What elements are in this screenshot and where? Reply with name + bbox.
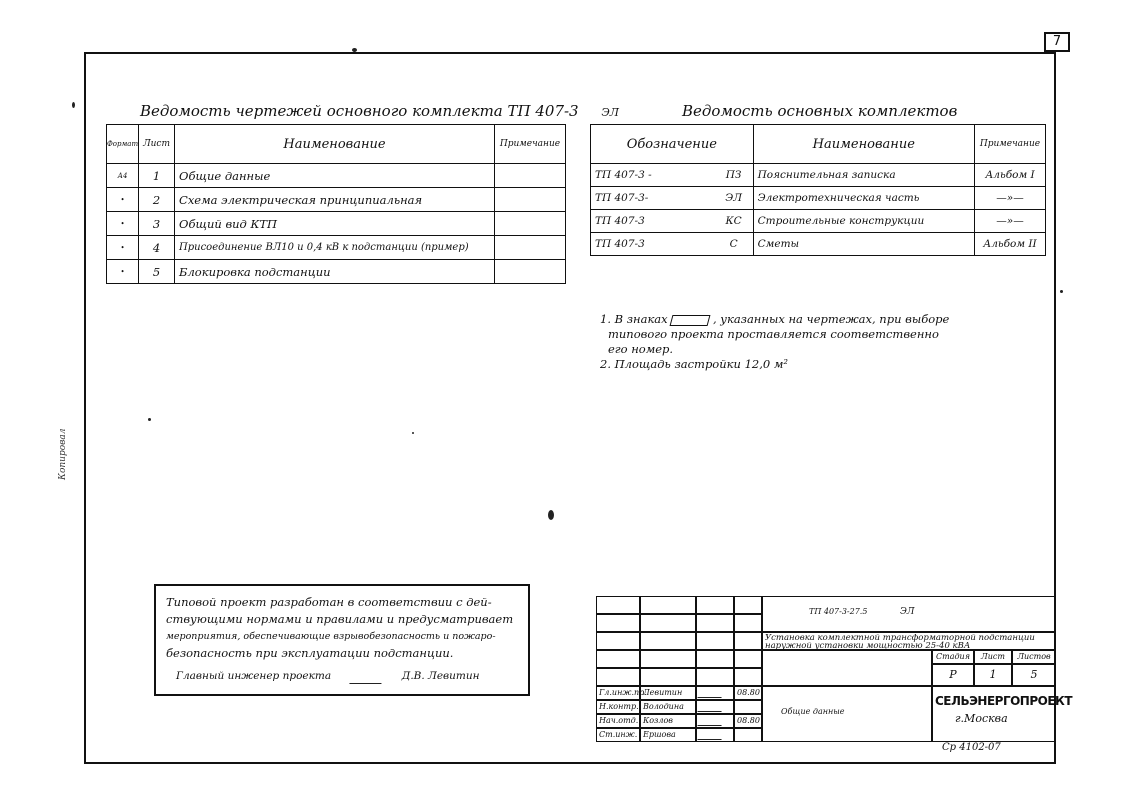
- row-format: •: [107, 188, 139, 212]
- organization-name: СЕЛЬЭНЕРГОПРОЕКТ: [935, 694, 1073, 708]
- col-header-name: Наименование: [753, 125, 974, 164]
- note-1-b: , указанных на чертежах, при выборе: [712, 312, 950, 326]
- edge-stamp-text: Копировал: [58, 428, 68, 480]
- title-block: [596, 596, 1073, 764]
- document-code-suffix: ЭЛ: [899, 607, 915, 617]
- row-name: Присоединение ВЛ10 и 0,4 кВ к подстанции (пример): [175, 236, 495, 260]
- signature-mark: [697, 731, 724, 740]
- person-date: 08.80: [734, 686, 762, 700]
- row-name: Сметы: [753, 233, 974, 256]
- row-name: Пояснительная записка: [753, 164, 974, 187]
- table-row: [107, 164, 566, 188]
- drawings-table: [106, 124, 566, 284]
- row-note: —»—: [975, 187, 1046, 210]
- person-date-empty: [734, 728, 762, 742]
- row-format: •: [107, 236, 139, 260]
- scan-speck: [72, 102, 75, 108]
- note-1-d: его номер.: [608, 342, 674, 356]
- row-code: ТП 407-3-: [591, 187, 715, 210]
- grid-cell: [734, 596, 762, 614]
- grid-cell: [734, 668, 762, 686]
- notes: [600, 312, 1000, 372]
- col-header-name: Наименование: [175, 125, 495, 164]
- row-code: ТП 407-3: [591, 210, 715, 233]
- grid-cell: [696, 614, 734, 632]
- signature-mark: [350, 669, 387, 684]
- row-suffix: КС: [715, 210, 754, 233]
- row-name: Электротехническая часть: [753, 187, 974, 210]
- person-role: Н.контр.: [596, 700, 640, 714]
- table-row: [107, 260, 566, 284]
- sheets-label: Листов: [1012, 650, 1056, 664]
- statement-box: [154, 584, 530, 696]
- note-1: [600, 312, 1000, 327]
- statement-line-1: Типовой проект разработан в соответствии с дей-: [166, 595, 492, 609]
- col-header-sheet: Лист: [139, 125, 175, 164]
- document-code-text: ТП 407-3-27.5: [809, 607, 868, 616]
- person-signature: [696, 714, 734, 728]
- scan-speck: [548, 510, 554, 520]
- person-signature: [696, 728, 734, 742]
- grid-cell: [640, 596, 696, 614]
- row-format: •: [107, 260, 139, 284]
- stamp-blank: [762, 650, 932, 686]
- table-row: [107, 188, 566, 212]
- col-header-note: Примечание: [495, 125, 566, 164]
- person-role: Нач.отд.: [596, 714, 640, 728]
- person-signature: [696, 700, 734, 714]
- scan-speck: [1060, 290, 1063, 293]
- inventory-number: Ср 4102-07: [942, 742, 1001, 753]
- document-code: [762, 596, 1056, 632]
- number-box-symbol: [670, 315, 711, 326]
- signature-mark: [697, 689, 724, 698]
- row-sheet: 2: [139, 188, 175, 212]
- chief-engineer-role: Главный инженер проекта: [176, 670, 332, 682]
- drawing-name: Общие данные: [762, 686, 932, 742]
- grid-cell: [696, 632, 734, 650]
- grid-cell: [596, 596, 640, 614]
- row-sheet: 3: [139, 212, 175, 236]
- note-1-c: типового проекта проставляется соответственно: [608, 327, 939, 341]
- row-format: •: [107, 212, 139, 236]
- grid-cell: [596, 650, 640, 668]
- row-note: [495, 188, 566, 212]
- signature-mark: [697, 717, 724, 726]
- row-name: Строительные конструкции: [753, 210, 974, 233]
- stage-value: Р: [932, 664, 974, 686]
- person-date-empty: [734, 700, 762, 714]
- sets-table: [590, 124, 1046, 256]
- organization-city: г.Москва: [955, 712, 1008, 725]
- grid-cell: [696, 596, 734, 614]
- sheet-value: 1: [974, 664, 1012, 686]
- left-title-text: Ведомость чертежей основного комплекта ТП 407-3: [140, 102, 579, 120]
- right-title: Ведомость основных комплектов: [682, 102, 958, 120]
- statement-line-2: ствующими нормами и правилами и предусматривает: [166, 612, 514, 626]
- person-role: Гл.инж.пр.: [596, 686, 640, 700]
- organization-cell: [932, 686, 1073, 742]
- table-row: [591, 233, 1046, 256]
- note-1-a: 1. В знаках: [600, 312, 668, 326]
- grid-cell: [734, 614, 762, 632]
- row-name: Общие данные: [175, 164, 495, 188]
- row-sheet: 1: [139, 164, 175, 188]
- row-name: Общий вид КТП: [175, 212, 495, 236]
- table-row: [591, 210, 1046, 233]
- col-header-designation: Обозначение: [591, 125, 754, 164]
- table-row: [107, 236, 566, 260]
- grid-cell: [596, 668, 640, 686]
- table-row: [107, 212, 566, 236]
- person-name: Володина: [640, 700, 696, 714]
- chief-engineer-name: Д.В. Левитин: [401, 670, 480, 682]
- grid-cell: [640, 668, 696, 686]
- table-row: [591, 164, 1046, 187]
- grid-cell: [640, 632, 696, 650]
- sheet-label: Лист: [974, 650, 1012, 664]
- row-note: —»—: [975, 210, 1046, 233]
- sheet-number: 7: [1044, 32, 1070, 52]
- scan-speck: [148, 418, 151, 421]
- person-name: Козлов: [640, 714, 696, 728]
- person-name: Ершова: [640, 728, 696, 742]
- row-suffix: С: [715, 233, 754, 256]
- person-role: Ст.инж.: [596, 728, 640, 742]
- row-note: Альбом I: [975, 164, 1046, 187]
- note-2: 2. Площадь застройки 12,0 м²: [600, 357, 788, 371]
- grid-cell: [734, 632, 762, 650]
- grid-cell: [696, 668, 734, 686]
- grid-cell: [640, 614, 696, 632]
- row-note: Альбом II: [975, 233, 1046, 256]
- person-name: Левитин: [640, 686, 696, 700]
- col-header-note: Примечание: [975, 125, 1046, 164]
- row-sheet: 5: [139, 260, 175, 284]
- col-header-format: Формат: [107, 125, 139, 164]
- left-title-suffix: ЭЛ: [601, 106, 619, 119]
- statement-line-4: безопасность при эксплуатации подстанции.: [166, 646, 454, 660]
- row-name: Схема электрическая принципиальная: [175, 188, 495, 212]
- row-note: [495, 260, 566, 284]
- row-note: [495, 164, 566, 188]
- row-code: ТП 407-3: [591, 233, 715, 256]
- signature-line: [166, 668, 518, 685]
- row-format: А4: [107, 164, 139, 188]
- grid-cell: [596, 614, 640, 632]
- row-sheet: 4: [139, 236, 175, 260]
- scan-speck: [412, 432, 414, 434]
- statement-line-3: мероприятия, обеспечивающие взрывобезопасность и пожаро-: [166, 631, 496, 642]
- grid-cell: [734, 650, 762, 668]
- signature-mark: [697, 703, 724, 712]
- sheets-value: 5: [1012, 664, 1056, 686]
- grid-cell: [640, 650, 696, 668]
- table-row: [591, 187, 1046, 210]
- person-signature: [696, 686, 734, 700]
- row-suffix: ЭЛ: [715, 187, 754, 210]
- left-title: [140, 102, 619, 120]
- project-name: Установка комплектной трансформаторной подстанции наружной установки мощностью 25-40 кВА: [762, 632, 1056, 650]
- row-code: ТП 407-3 -: [591, 164, 715, 187]
- row-name: Блокировка подстанции: [175, 260, 495, 284]
- person-date: 08.80: [734, 714, 762, 728]
- row-suffix: ПЗ: [715, 164, 754, 187]
- row-note: [495, 236, 566, 260]
- grid-cell: [596, 632, 640, 650]
- stage-label: Стадия: [932, 650, 974, 664]
- row-note: [495, 212, 566, 236]
- scan-speck: [352, 48, 357, 52]
- grid-cell: [696, 650, 734, 668]
